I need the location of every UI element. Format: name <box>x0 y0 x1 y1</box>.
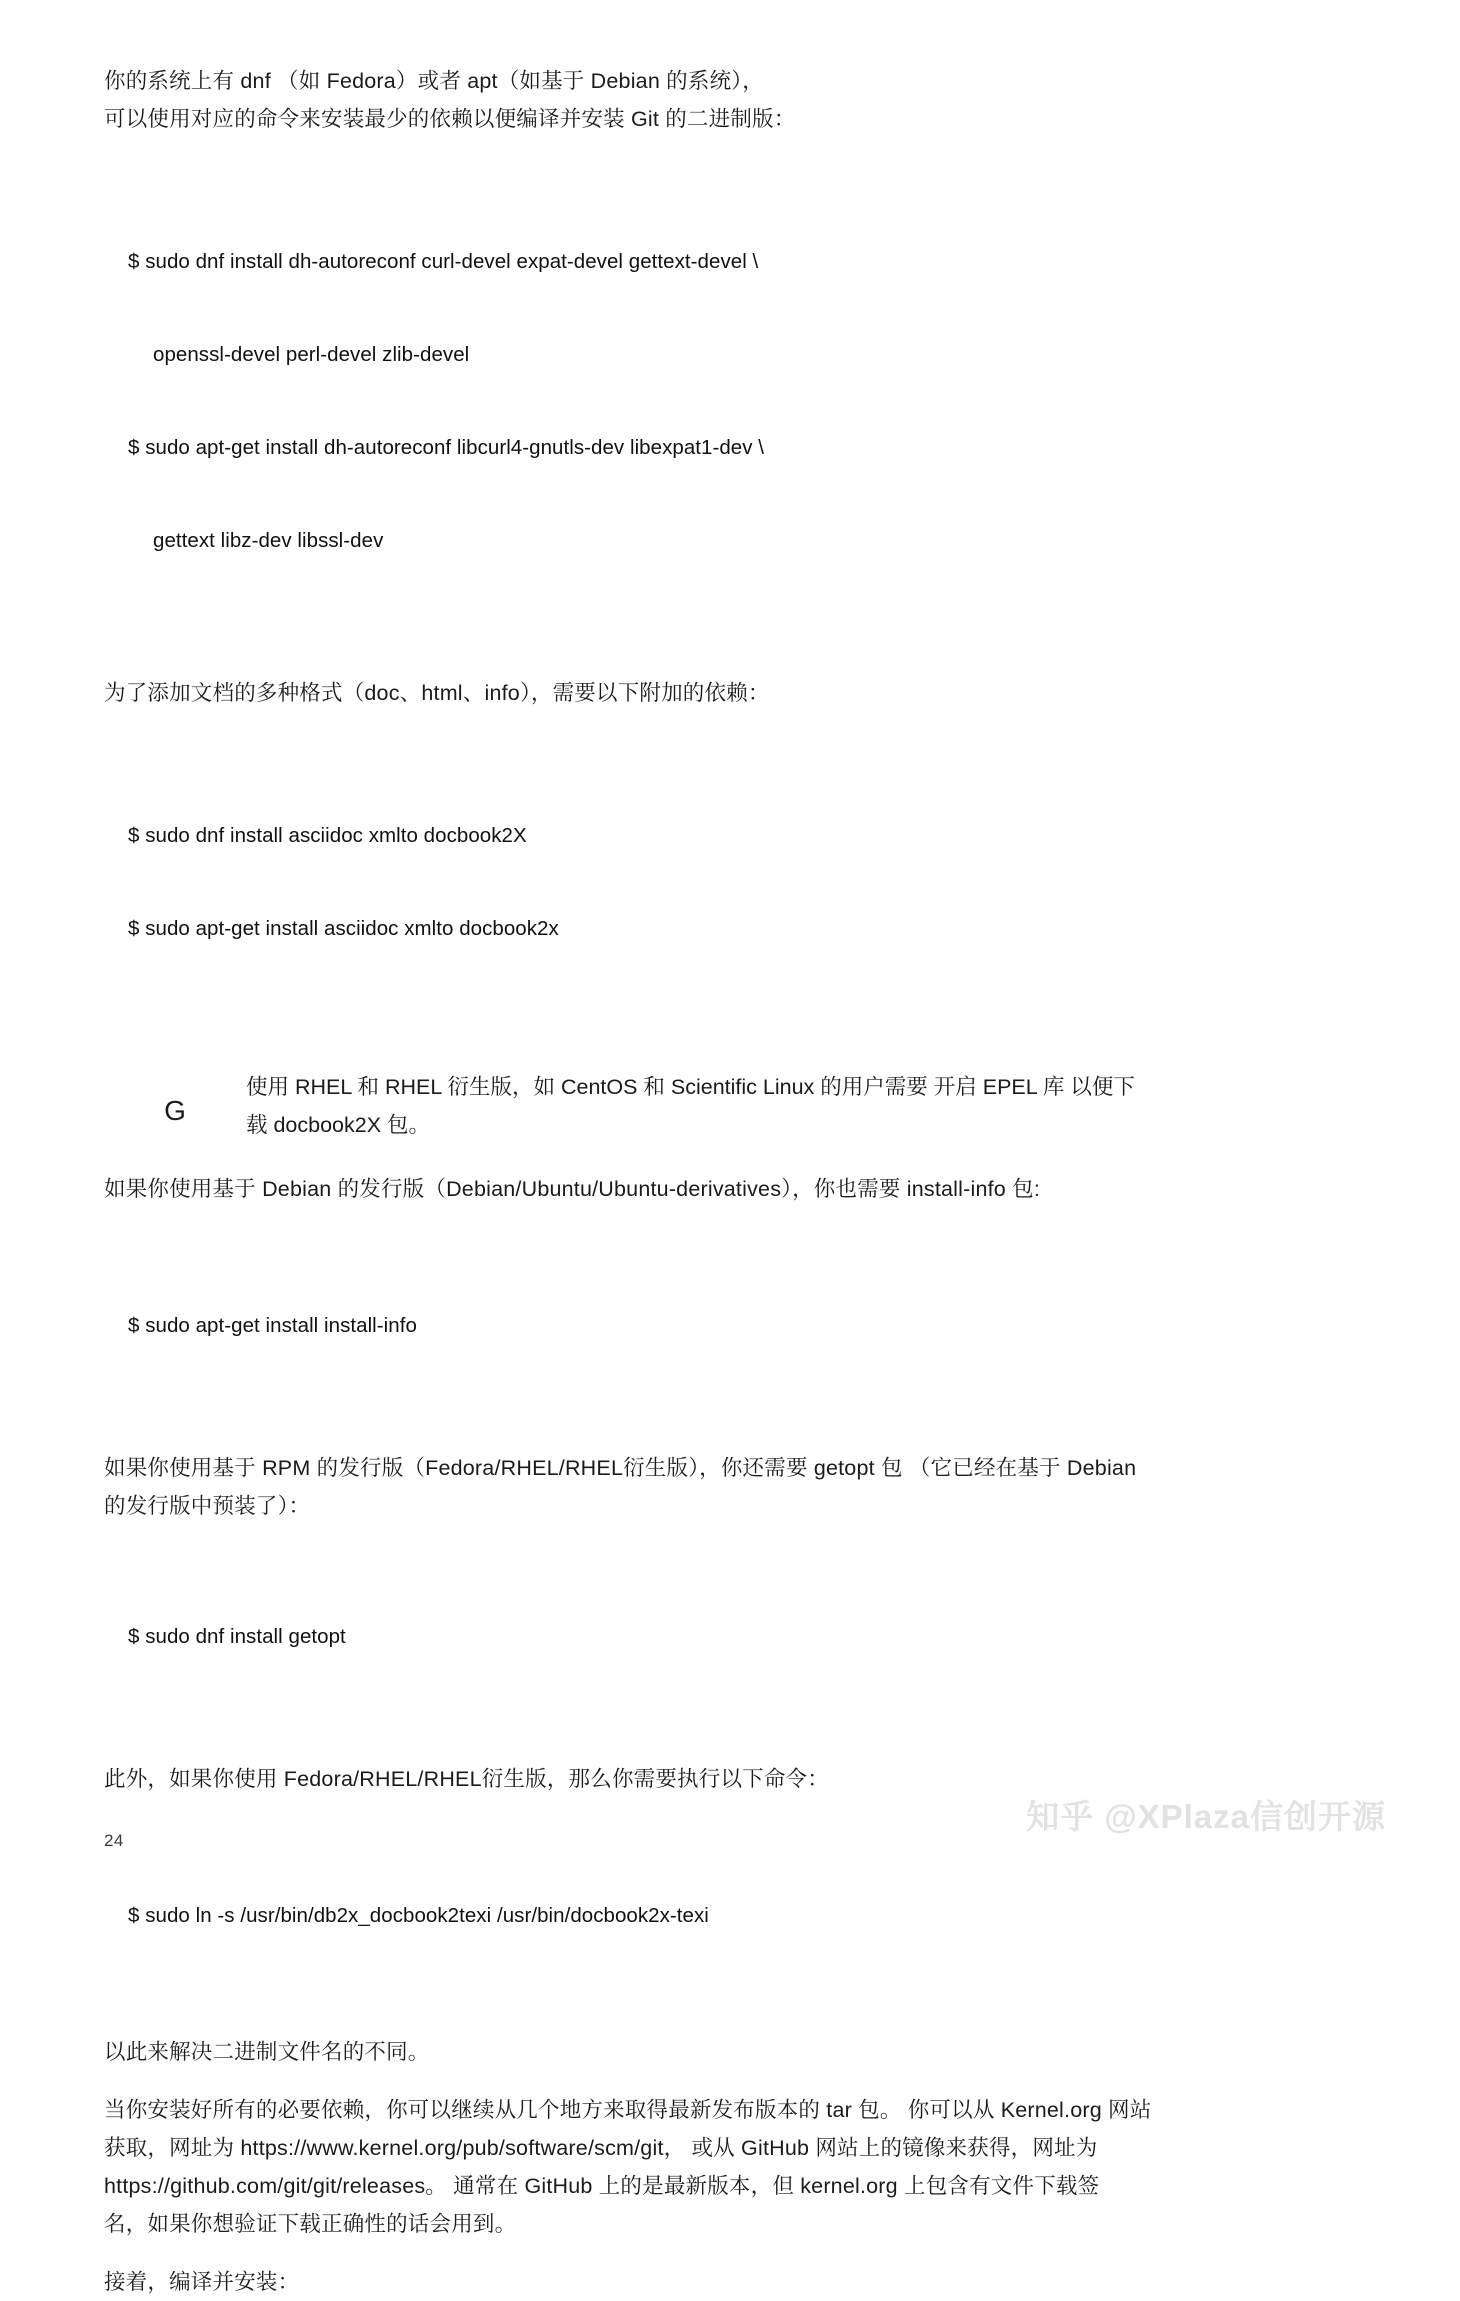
code-block-symlink <box>104 1838 1314 1993</box>
resolve-paragraph: 以此来解决二进制文件名的不同。 <box>104 2040 430 2064</box>
download-paragraph-line-3: https://github.com/git/git/releases。 通常在 GitHub 上的是最新版本，但 kernel.org 上包含有文件下载签 <box>104 2174 1100 2198</box>
download-paragraph <box>104 2091 1314 2243</box>
code-line-dnf-install-deps: $ sudo dnf install dh-autoreconf curl-devel expat-devel gettext-devel \ <box>128 250 759 273</box>
spacer-5 <box>104 1144 1314 1170</box>
rpm-paragraph-line-2: 的发行版中预装了）： <box>104 1494 311 1518</box>
download-paragraph-line-4: 名，如果你想验证下载正确性的话会用到。 <box>104 2212 517 2236</box>
watermark: 知乎 @XPlaza信创开源 <box>1026 1798 1386 1835</box>
spacer-7 <box>104 1403 1314 1449</box>
intro-paragraph-line-2: 可以使用对应的命令来安装最少的依赖以便编译并安装 Git 的二进制版： <box>104 107 796 131</box>
download-paragraph-line-2: 获取，网址为 https://www.kernel.org/pub/software/scm/git， 或从 GitHub 网站上的镜像来获得，网址为 <box>104 2136 1098 2160</box>
code-line-dnf-install-deps-cont: openssl-devel perl-devel zlib-devel <box>153 343 470 366</box>
download-paragraph-line-1: 当你安装好所有的必要依赖，你可以继续从几个地方来取得最新发布版本的 tar 包。 你可以从 Kernel.org 网站 <box>104 2098 1152 2122</box>
spacer-11 <box>104 1993 1314 2033</box>
spacer-9 <box>104 1714 1314 1760</box>
code-line-apt-install-install-info: $ sudo apt-get install install-info <box>128 1314 417 1337</box>
spacer-8 <box>104 1525 1314 1559</box>
intro-paragraph <box>104 62 1314 138</box>
doc-formats-paragraph: 为了添加文档的多种格式（doc、html、info），需要以下附加的依赖： <box>104 681 770 705</box>
spacer-top <box>104 0 1314 62</box>
spacer-1 <box>104 138 1314 184</box>
spacer-2 <box>104 618 1314 674</box>
page-number: 24 <box>104 1831 124 1850</box>
code-line-ln-docbook2x-texi: $ sudo ln -s /usr/bin/db2x_docbook2texi /usr/bin/docbook2x-texi <box>128 1904 709 1927</box>
rpm-paragraph-line-1: 如果你使用基于 RPM 的发行版（Fedora/RHEL/RHEL衍生版），你还需要 getopt 包 （它已经在基于 Debian <box>104 1456 1137 1480</box>
code-line-apt-install-asciidoc: $ sudo apt-get install asciidoc xmlto docbook2x <box>128 917 559 940</box>
code-line-dnf-install-getopt: $ sudo dnf install getopt <box>128 1625 346 1648</box>
code-line-apt-install-deps: $ sudo apt-get install dh-autoreconf libcurl4-gnutls-dev libexpat1-dev \ <box>128 436 765 459</box>
code-line-dnf-install-asciidoc: $ sudo dnf install asciidoc xmlto docbook2X <box>128 824 527 847</box>
note-icon: G <box>164 1095 186 1126</box>
intro-paragraph-line-1: 你的系统上有 dnf （如 Fedora）或者 apt（如基于 Debian 的系统）， <box>104 69 764 93</box>
code-line-apt-install-deps-cont: gettext libz-dev libssl-dev <box>153 529 384 552</box>
page-content <box>104 0 1314 2301</box>
next-paragraph: 接着，编译并安装： <box>104 2270 300 2294</box>
code-block-dependencies <box>104 184 1314 618</box>
note-body-line-1: 使用 RHEL 和 RHEL 衍生版，如 CentOS 和 Scientific Linux 的用户需要 开启 EPEL 库 以便下 <box>246 1075 1135 1099</box>
note-body <box>246 1068 1314 1144</box>
code-block-install-info <box>104 1248 1314 1403</box>
spacer-6 <box>104 1208 1314 1248</box>
note-callout <box>104 1068 1314 1144</box>
spacer-4 <box>104 1006 1314 1068</box>
code-block-doc-tools <box>104 758 1314 1006</box>
code-block-getopt <box>104 1559 1314 1714</box>
fedora-paragraph: 此外，如果你使用 Fedora/RHEL/RHEL衍生版，那么你需要执行以下命令： <box>104 1767 829 1791</box>
debian-paragraph: 如果你使用基于 Debian 的发行版（Debian/Ubuntu/Ubuntu-derivatives），你也需要 install-info 包: <box>104 1177 1041 1201</box>
rpm-paragraph <box>104 1449 1314 1525</box>
spacer-13 <box>104 2243 1314 2263</box>
spacer-12 <box>104 2071 1314 2091</box>
note-body-line-2: 载 docbook2X 包。 <box>246 1113 431 1137</box>
spacer-3 <box>104 712 1314 758</box>
